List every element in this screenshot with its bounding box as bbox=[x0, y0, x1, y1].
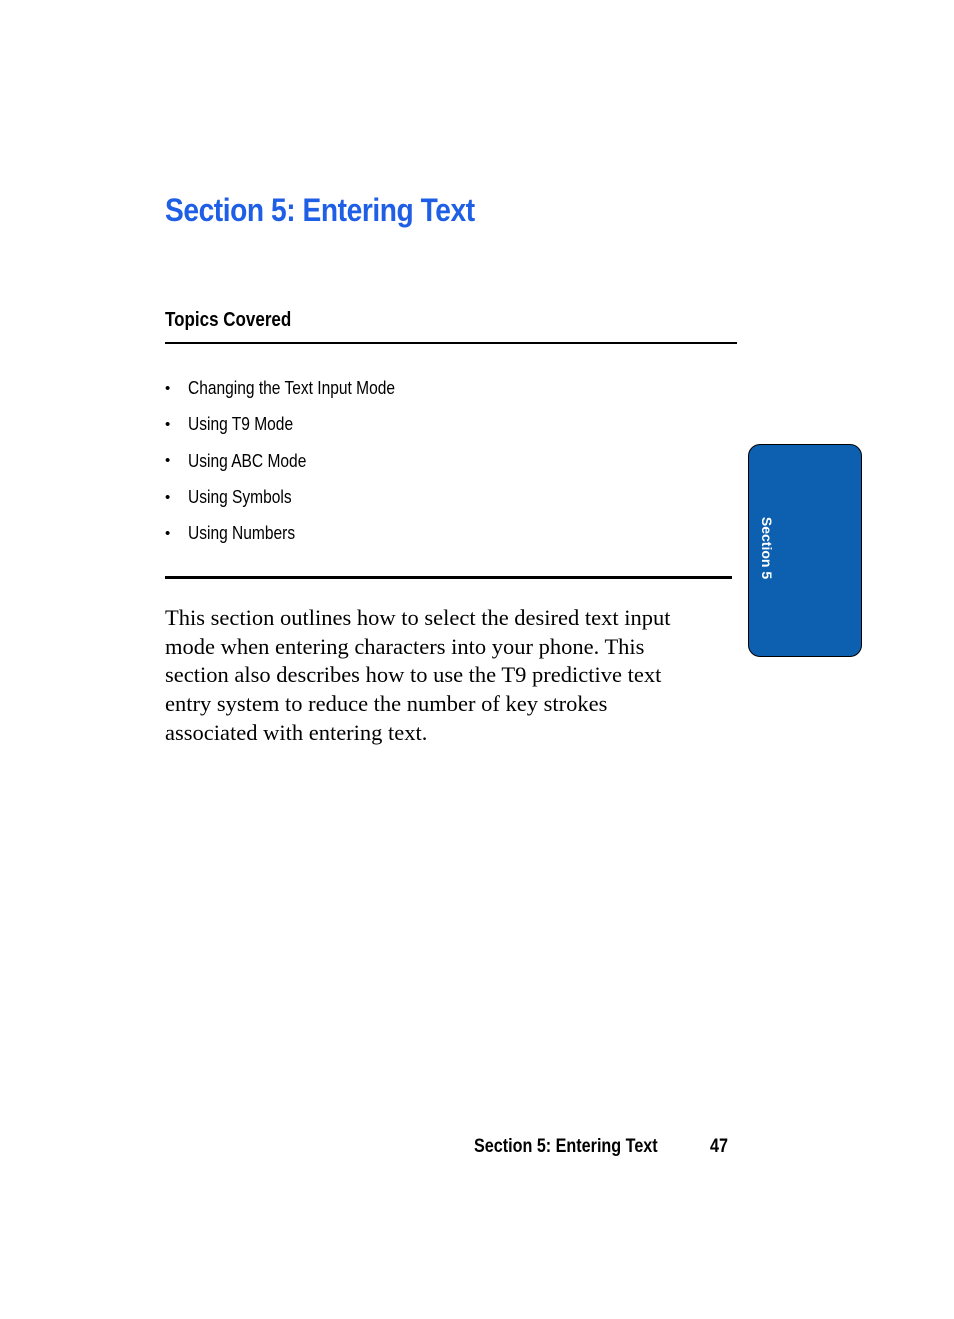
topic-item bbox=[165, 515, 435, 551]
topics-bottom-rule bbox=[165, 576, 732, 579]
footer-section-title: Section 5: Entering Text bbox=[474, 1136, 658, 1157]
topic-item bbox=[165, 406, 435, 442]
topics-covered-heading: Topics Covered bbox=[165, 309, 292, 331]
topic-label: Using Numbers bbox=[188, 522, 296, 544]
page-title: Section 5: Entering Text bbox=[165, 192, 475, 228]
section-tab-label: Section 5 bbox=[759, 516, 775, 580]
paragraph-line: entry system to reduce the number of key strokes bbox=[165, 691, 608, 717]
topic-label: Changing the Text Input Mode bbox=[188, 377, 396, 399]
bullet-icon: • bbox=[165, 488, 171, 506]
footer-page-number: 47 bbox=[710, 1136, 728, 1157]
paragraph-line: This section outlines how to select the desired text input bbox=[165, 605, 671, 630]
paragraph-line: section also describes how to use the T9 predictive text bbox=[165, 662, 662, 688]
topic-label: Using T9 Mode bbox=[188, 413, 294, 435]
bullet-icon: • bbox=[165, 452, 171, 470]
topic-item bbox=[165, 479, 435, 515]
topics-list bbox=[165, 370, 435, 551]
bullet-icon: • bbox=[165, 415, 171, 433]
topic-item bbox=[165, 443, 435, 479]
bullet-icon: • bbox=[165, 524, 171, 542]
intro-paragraph bbox=[165, 604, 745, 748]
paragraph-line: associated with entering text. bbox=[165, 719, 428, 745]
paragraph-line: mode when entering characters into your phone. This bbox=[165, 633, 645, 659]
topic-item bbox=[165, 370, 435, 406]
topic-label: Using ABC Mode bbox=[188, 449, 307, 471]
topics-top-rule bbox=[165, 342, 737, 344]
topic-label: Using Symbols bbox=[188, 486, 292, 508]
bullet-icon: • bbox=[165, 379, 171, 397]
